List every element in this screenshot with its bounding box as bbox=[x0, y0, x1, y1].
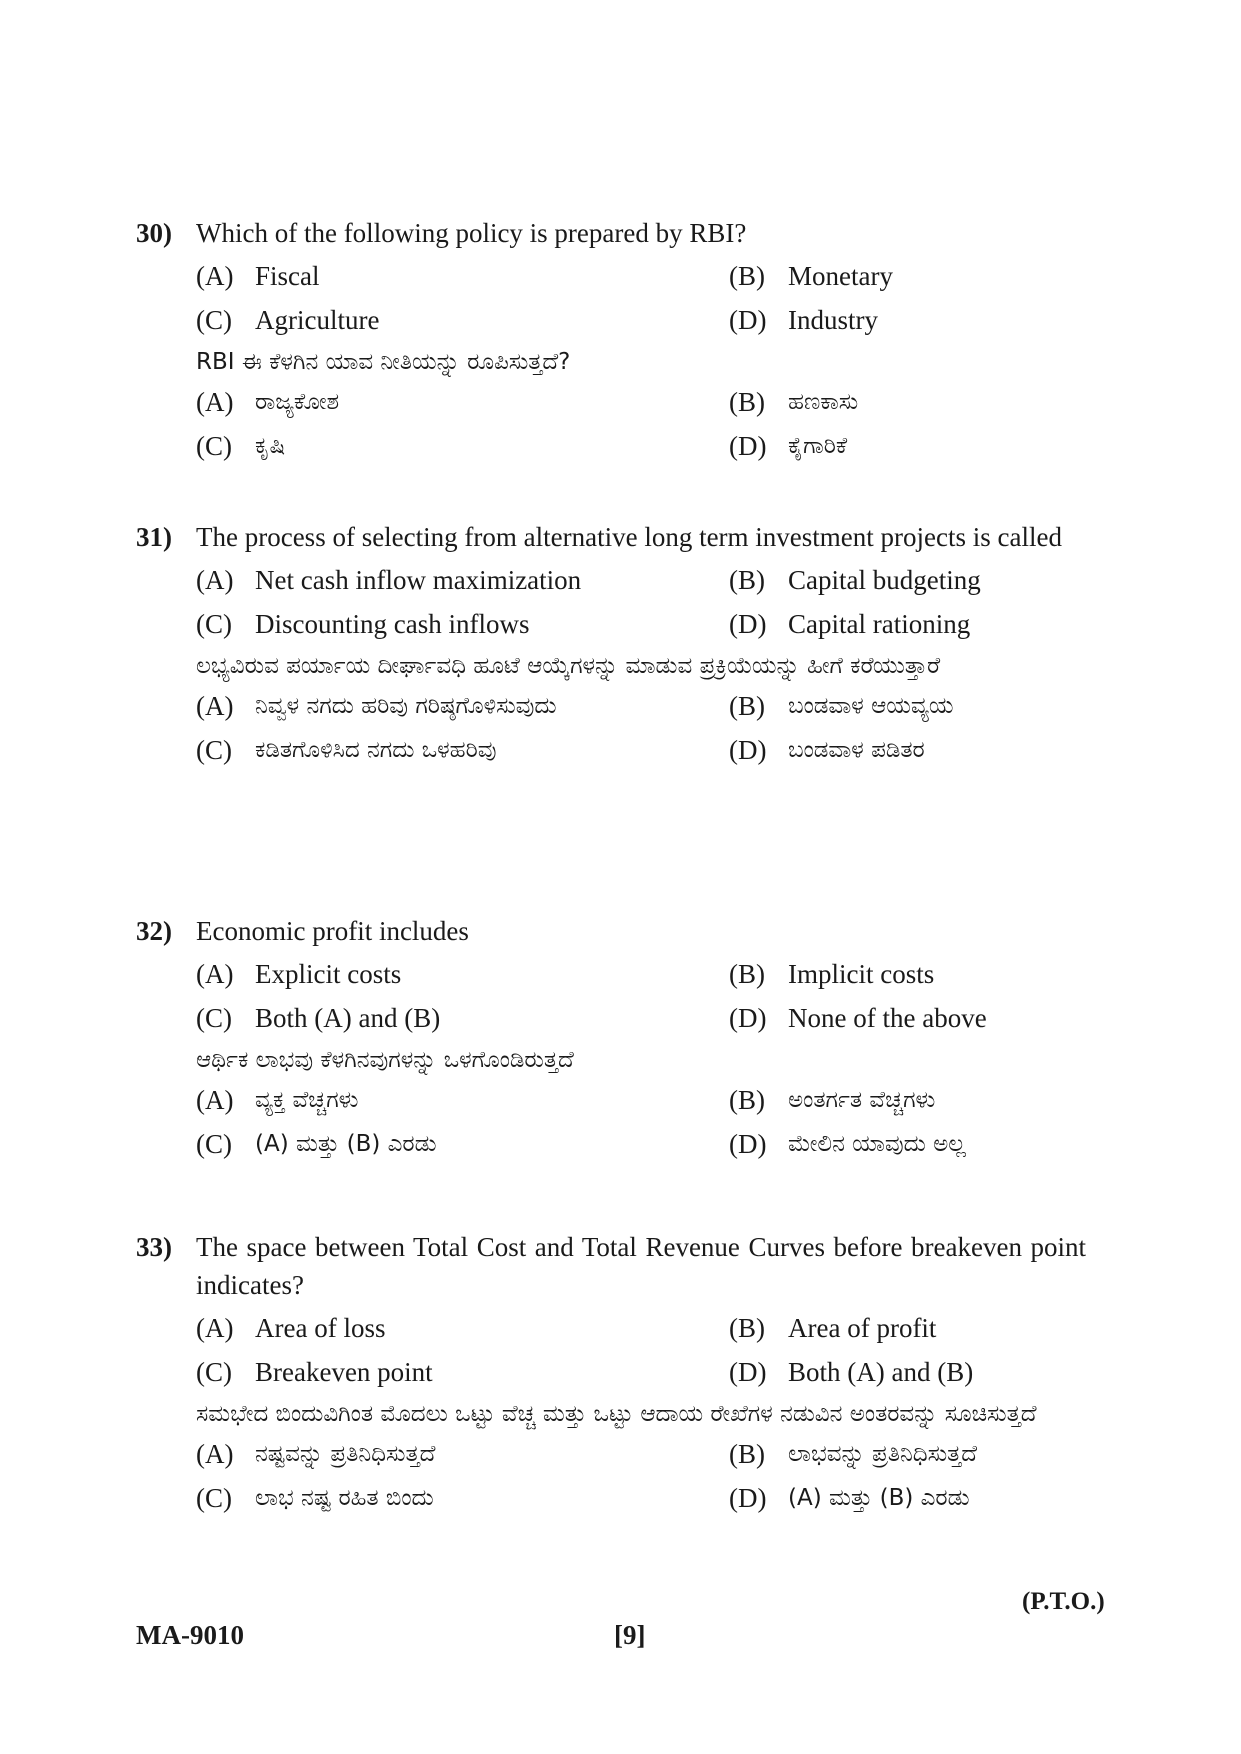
option-letter: (A) bbox=[196, 565, 234, 595]
option-text: Area of profit bbox=[788, 1313, 937, 1343]
option-text: Both (A) and (B) bbox=[255, 1003, 441, 1033]
question-30 bbox=[136, 214, 1086, 468]
question-31 bbox=[136, 518, 1086, 772]
option-text: ನಷ್ಟವನ್ನು ಪ್ರತಿನಿಧಿಸುತ್ತದೆ bbox=[255, 1441, 436, 1467]
option-c-en bbox=[196, 298, 729, 342]
question-number: 33) bbox=[136, 1232, 172, 1262]
option-text: Agriculture bbox=[255, 305, 380, 335]
option-a-en bbox=[196, 254, 729, 298]
option-text: ಹಣಕಾಸು bbox=[788, 389, 859, 415]
option-letter: (D) bbox=[729, 431, 767, 461]
option-d-en bbox=[729, 1350, 1086, 1394]
option-text: ನಿವ್ವಳ ನಗದು ಹರಿವು ಗರಿಷ್ಠಗೊಳಿಸುವುದು bbox=[255, 693, 557, 719]
option-text: ರಾಜ್ಯಕೋಶ bbox=[255, 389, 340, 415]
option-letter: (A) bbox=[196, 1085, 234, 1115]
option-text: ಲಾಭವನ್ನು ಪ್ರತಿನಿಧಿಸುತ್ತದೆ bbox=[788, 1441, 978, 1467]
option-letter: (B) bbox=[729, 387, 765, 417]
option-letter: (D) bbox=[729, 609, 767, 639]
option-letter: (B) bbox=[729, 1439, 765, 1469]
paper-code: MA-9010 bbox=[136, 1620, 244, 1650]
option-letter: (B) bbox=[729, 261, 765, 291]
question-33 bbox=[136, 1228, 1086, 1520]
option-text: ಬಂಡವಾಳ ಪಡಿತರ bbox=[788, 737, 925, 763]
option-text: Net cash inflow maximization bbox=[255, 565, 582, 595]
option-letter: (D) bbox=[729, 735, 767, 765]
question-32 bbox=[136, 912, 1086, 1166]
option-text: Both (A) and (B) bbox=[788, 1357, 974, 1387]
page-number: [9] bbox=[614, 1620, 646, 1650]
option-c-kn bbox=[196, 728, 729, 772]
option-c-en bbox=[196, 602, 729, 646]
option-b-kn bbox=[729, 684, 1086, 728]
option-d-en bbox=[729, 996, 1086, 1040]
option-letter: (B) bbox=[729, 1085, 765, 1115]
option-d-kn bbox=[729, 728, 1086, 772]
option-letter: (D) bbox=[729, 1483, 767, 1513]
option-a-en bbox=[196, 1306, 729, 1350]
question-number: 31) bbox=[136, 522, 172, 552]
option-letter: (A) bbox=[196, 691, 234, 721]
option-c-en bbox=[196, 1350, 729, 1394]
question-text-en: Which of the following policy is prepared by RBI? bbox=[196, 218, 747, 248]
option-letter: (C) bbox=[196, 1483, 232, 1513]
option-b-en bbox=[729, 1306, 1086, 1350]
option-text: Fiscal bbox=[255, 261, 320, 291]
option-d-en bbox=[729, 298, 1086, 342]
option-text: Area of loss bbox=[255, 1313, 386, 1343]
option-letter: (A) bbox=[196, 1439, 234, 1469]
option-text: (A) ಮತ್ತು (B) ಎರಡು bbox=[788, 1485, 970, 1511]
option-text: ಕಡಿತಗೊಳಿಸಿದ ನಗದು ಒಳಹರಿವು bbox=[255, 737, 497, 763]
option-text: Industry bbox=[788, 305, 878, 335]
option-letter: (B) bbox=[729, 1313, 765, 1343]
option-text: ಲಾಭ ನಷ್ಟ ರಹಿತ ಬಿಂದು bbox=[255, 1485, 434, 1511]
question-text-kn: ಸಮಭೇದ ಬಿಂದುವಿಗಿಂತ ಮೊದಲು ಒಟ್ಟು ವೆಚ್ಚ ಮತ್ತು ಒಟ್ಟು ಆದಾಯ ರೇಖೆಗಳ ನಡುವಿನ ಅಂತರವನ್ನು ಸೂಚಿಸುತ್ತದೆ bbox=[196, 1401, 1037, 1427]
option-text: Explicit costs bbox=[255, 959, 402, 989]
option-text: ಕೃಷಿ bbox=[255, 433, 286, 459]
option-letter: (C) bbox=[196, 1357, 232, 1387]
option-text: ಕೈಗಾರಿಕೆ bbox=[788, 433, 848, 459]
option-a-en bbox=[196, 558, 729, 602]
option-text: Monetary bbox=[788, 261, 893, 291]
option-d-kn bbox=[729, 1476, 1086, 1520]
option-b-en bbox=[729, 952, 1086, 996]
option-letter: (A) bbox=[196, 387, 234, 417]
option-text: Capital rationing bbox=[788, 609, 971, 639]
option-b-kn bbox=[729, 1432, 1086, 1476]
option-letter: (D) bbox=[729, 1129, 767, 1159]
question-number: 30) bbox=[136, 218, 172, 248]
option-d-kn bbox=[729, 424, 1086, 468]
option-letter: (A) bbox=[196, 1313, 234, 1343]
option-b-kn bbox=[729, 1078, 1086, 1122]
option-b-en bbox=[729, 254, 1086, 298]
option-text: Discounting cash inflows bbox=[255, 609, 530, 639]
option-text: ಅಂತರ್ಗತ ವೆಚ್ಚಗಳು bbox=[788, 1087, 936, 1113]
option-letter: (C) bbox=[196, 609, 232, 639]
option-a-en bbox=[196, 952, 729, 996]
option-a-kn bbox=[196, 1078, 729, 1122]
option-a-kn bbox=[196, 684, 729, 728]
option-letter: (D) bbox=[729, 305, 767, 335]
option-letter: (D) bbox=[729, 1003, 767, 1033]
question-number: 32) bbox=[136, 916, 172, 946]
option-letter: (C) bbox=[196, 431, 232, 461]
question-text-kn: ಆರ್ಥಿಕ ಲಾಭವು ಕೆಳಗಿನವುಗಳನ್ನು ಒಳಗೊಂಡಿರುತ್ತದೆ bbox=[196, 1047, 574, 1073]
option-c-kn bbox=[196, 424, 729, 468]
option-text: Capital budgeting bbox=[788, 565, 981, 595]
question-text-en: The space between Total Cost and Total Revenue Curves before breakeven point indicates? bbox=[196, 1232, 1086, 1300]
option-letter: (D) bbox=[729, 1357, 767, 1387]
option-text: Breakeven point bbox=[255, 1357, 433, 1387]
question-text-kn: ಲಭ್ಯವಿರುವ ಪರ್ಯಾಯ ದೀರ್ಘಾವಧಿ ಹೂಟೆ ಆಯ್ಕೆಗಳನ್ನು ಮಾಡುವ ಪ್ರಕ್ರಿಯೆಯನ್ನು ಹೀಗೆ ಕರೆಯುತ್ತಾರೆ bbox=[196, 653, 941, 679]
question-text-kn: RBI ಈ ಕೆಳಗಿನ ಯಾವ ನೀತಿಯನ್ನು ರೂಪಿಸುತ್ತದೆ? bbox=[196, 349, 571, 375]
option-d-en bbox=[729, 602, 1086, 646]
option-text: Implicit costs bbox=[788, 959, 935, 989]
question-text-en: Economic profit includes bbox=[196, 916, 469, 946]
option-c-kn bbox=[196, 1476, 729, 1520]
option-letter: (B) bbox=[729, 691, 765, 721]
question-text-en: The process of selecting from alternative long term investment projects is called bbox=[196, 522, 1062, 552]
pto-label: (P.T.O.) bbox=[1022, 1588, 1105, 1615]
option-b-kn bbox=[729, 380, 1086, 424]
option-letter: (C) bbox=[196, 305, 232, 335]
option-letter: (A) bbox=[196, 261, 234, 291]
option-a-kn bbox=[196, 380, 729, 424]
option-text: None of the above bbox=[788, 1003, 987, 1033]
option-letter: (C) bbox=[196, 1129, 232, 1159]
option-text: ಬಂಡವಾಳ ಆಯವ್ಯಯ bbox=[788, 693, 954, 719]
option-d-kn bbox=[729, 1122, 1086, 1166]
option-text: ವ್ಯಕ್ತ ವೆಚ್ಚಗಳು bbox=[255, 1087, 359, 1113]
option-text: (A) ಮತ್ತು (B) ಎರಡು bbox=[255, 1131, 437, 1157]
option-text: ಮೇಲಿನ ಯಾವುದು ಅಲ್ಲ bbox=[788, 1131, 966, 1157]
option-c-kn bbox=[196, 1122, 729, 1166]
option-c-en bbox=[196, 996, 729, 1040]
option-letter: (B) bbox=[729, 959, 765, 989]
option-letter: (A) bbox=[196, 959, 234, 989]
option-letter: (C) bbox=[196, 1003, 232, 1033]
option-letter: (B) bbox=[729, 565, 765, 595]
option-b-en bbox=[729, 558, 1086, 602]
option-letter: (C) bbox=[196, 735, 232, 765]
option-a-kn bbox=[196, 1432, 729, 1476]
